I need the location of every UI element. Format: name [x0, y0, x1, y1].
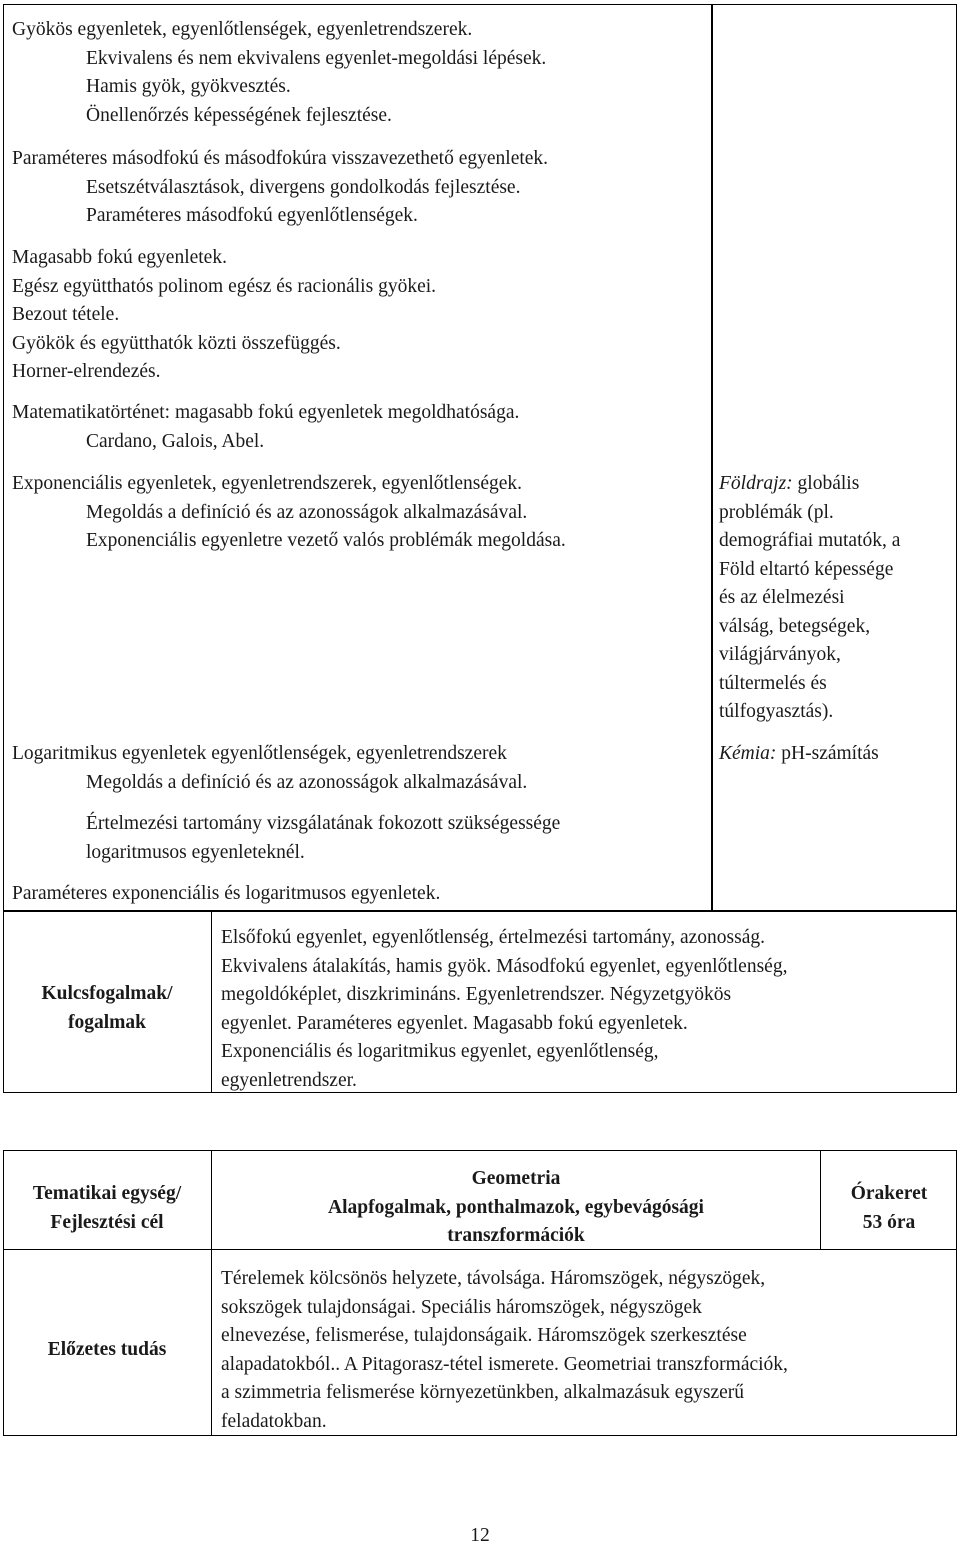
text-line: Térelemek kölcsönös helyzete, távolsága. Háromszögek, négyszögek,	[221, 1268, 766, 1289]
title-line: Alapfogalmak, ponthalmazok, egybevágósági	[328, 1196, 704, 1218]
text-line: megoldóképlet, diszkrimináns. Egyenletrendszer. Négyzetgyökös	[221, 984, 732, 1005]
text-line: Ekvivalens átalakítás, hamis gyök. Másodfokú egyenlet, egyenlőtlenség,	[221, 955, 788, 977]
key-concepts-label	[3, 980, 211, 1037]
text-line: válság, betegségek,	[719, 615, 871, 637]
text-line: túlfogyasztás).	[719, 701, 834, 722]
text-line: globális	[797, 473, 860, 494]
left-block-1	[12, 16, 546, 130]
text-line: Esetszétválasztások, divergens gondolkodás fejlesztése.	[86, 176, 521, 198]
label-line: fogalmak	[68, 1011, 146, 1033]
text-line: világjárványok,	[719, 644, 841, 665]
text-line: Megoldás a definíció és az azonosságok alkalmazásával.	[86, 501, 528, 523]
text-line: Horner-elrendezés.	[12, 361, 161, 382]
text-line: Magasabb fokú egyenletek.	[12, 247, 227, 268]
text-line: Paraméteres exponenciális és logaritmusos egyenletek.	[12, 883, 441, 904]
text-line: Exponenciális és logaritmikus egyenlet, egyenlőtlenség,	[221, 1041, 659, 1062]
text-line: demográfiai mutatók, a	[719, 530, 901, 551]
crossref-label: Földrajz:	[719, 473, 793, 494]
text-line: egyenlet. Paraméteres egyenlet. Magasabb fokú egyenletek.	[221, 1012, 688, 1034]
left-block-3	[12, 244, 436, 387]
left-block-5	[12, 470, 566, 556]
left-block-4	[12, 399, 519, 456]
text-line: Paraméteres másodfokú egyenlőtlenségek.	[86, 205, 418, 226]
text-line: Exponenciális egyenletek, egyenletrendszerek, egyenlőtlenségek.	[12, 473, 523, 494]
page-number: 12	[470, 1525, 490, 1546]
title-line: Geometria	[471, 1168, 561, 1189]
prereq-text	[221, 1265, 788, 1436]
hours-cell	[821, 1180, 957, 1237]
text-line: Ekvivalens és nem ekvivalens egyenlet-megoldási lépések.	[86, 47, 547, 69]
text-line: sokszögek tulajdonságai. Speciális háromszögek, négyszögek	[221, 1296, 702, 1318]
text-line: egyenletrendszer.	[221, 1069, 357, 1091]
prereq-label: Előzetes tudás	[47, 1339, 167, 1360]
crossref-label: Kémia:	[719, 743, 777, 764]
unit-title	[212, 1165, 820, 1251]
left-block-6	[12, 740, 527, 797]
text-line: elnevezése, felismerése, tulajdonságaik. Háromszögek szerkesztése	[221, 1325, 747, 1346]
text-line: Egész együtthatós polinom egész és racionális gyökei.	[12, 275, 437, 297]
label-line: Tematikai egység/	[32, 1183, 182, 1204]
key-concepts-text	[221, 924, 787, 1095]
left-block-8	[12, 880, 440, 909]
text-line: problémák (pl.	[719, 501, 834, 523]
text-line: Paraméteres másodfokú és másodfokúra visszavezethető egyenletek.	[12, 148, 549, 169]
text-line: túltermelés és	[719, 672, 827, 694]
title-line: transzformációk	[447, 1225, 585, 1246]
text-line: a szimmetria felismerése környezetünkben, alkalmazásuk egyszerű	[221, 1382, 745, 1403]
text-line: Bezout tétele.	[12, 304, 120, 325]
text-line: Matematikatörténet: magasabb fokú egyenletek megoldhatósága.	[12, 402, 520, 423]
column-divider	[211, 910, 212, 1093]
label-line: Fejlesztési cél	[50, 1211, 164, 1233]
text-line: pH-számítás	[781, 743, 879, 764]
text-line: Elsőfokú egyenlet, egyenlőtlenség, értelmezési tartomány, azonosság.	[221, 927, 766, 948]
text-line: Hamis gyök, gyökvesztés.	[86, 76, 291, 97]
text-line: Értelmezési tartomány vizsgálatának fokozott szükségessége	[86, 813, 561, 834]
text-line: Cardano, Galois, Abel.	[86, 430, 265, 452]
text-line: Önellenőrzés képességének fejlesztése.	[86, 104, 392, 126]
crossref-chemistry	[719, 740, 879, 769]
unit-header-label	[3, 1180, 211, 1237]
left-block-7	[12, 810, 560, 867]
label-line: Kulcsfogalmak/	[41, 983, 173, 1004]
text-line: Gyökök és együtthatók közti összefüggés.	[12, 332, 341, 354]
text-line: Föld eltartó képessége	[719, 558, 894, 580]
text-line: feladatokban.	[221, 1410, 327, 1432]
text-line: Megoldás a definíció és az azonosságok alkalmazásával.	[86, 771, 528, 793]
text-line: és az élelmezési	[719, 587, 845, 608]
text-line: logaritmusos egyenleteknél.	[86, 841, 305, 863]
left-block-2	[12, 145, 548, 231]
text-line: Exponenciális egyenletre vezető valós problémák megoldása.	[86, 530, 566, 551]
hours-label: Órakeret	[850, 1183, 928, 1204]
crossref-geography	[719, 470, 900, 727]
text-line: Logaritmikus egyenletek egyenlőtlenségek, egyenletrendszerek	[12, 743, 507, 764]
text-line: alapadatokból.. A Pitagorasz-tétel ismerete. Geometriai transzformációk,	[221, 1353, 788, 1375]
hours-value: 53 óra	[862, 1211, 916, 1233]
crossref-column	[711, 4, 957, 912]
text-line: Gyökös egyenletek, egyenlőtlenségek, egyenletrendszerek.	[12, 19, 473, 40]
